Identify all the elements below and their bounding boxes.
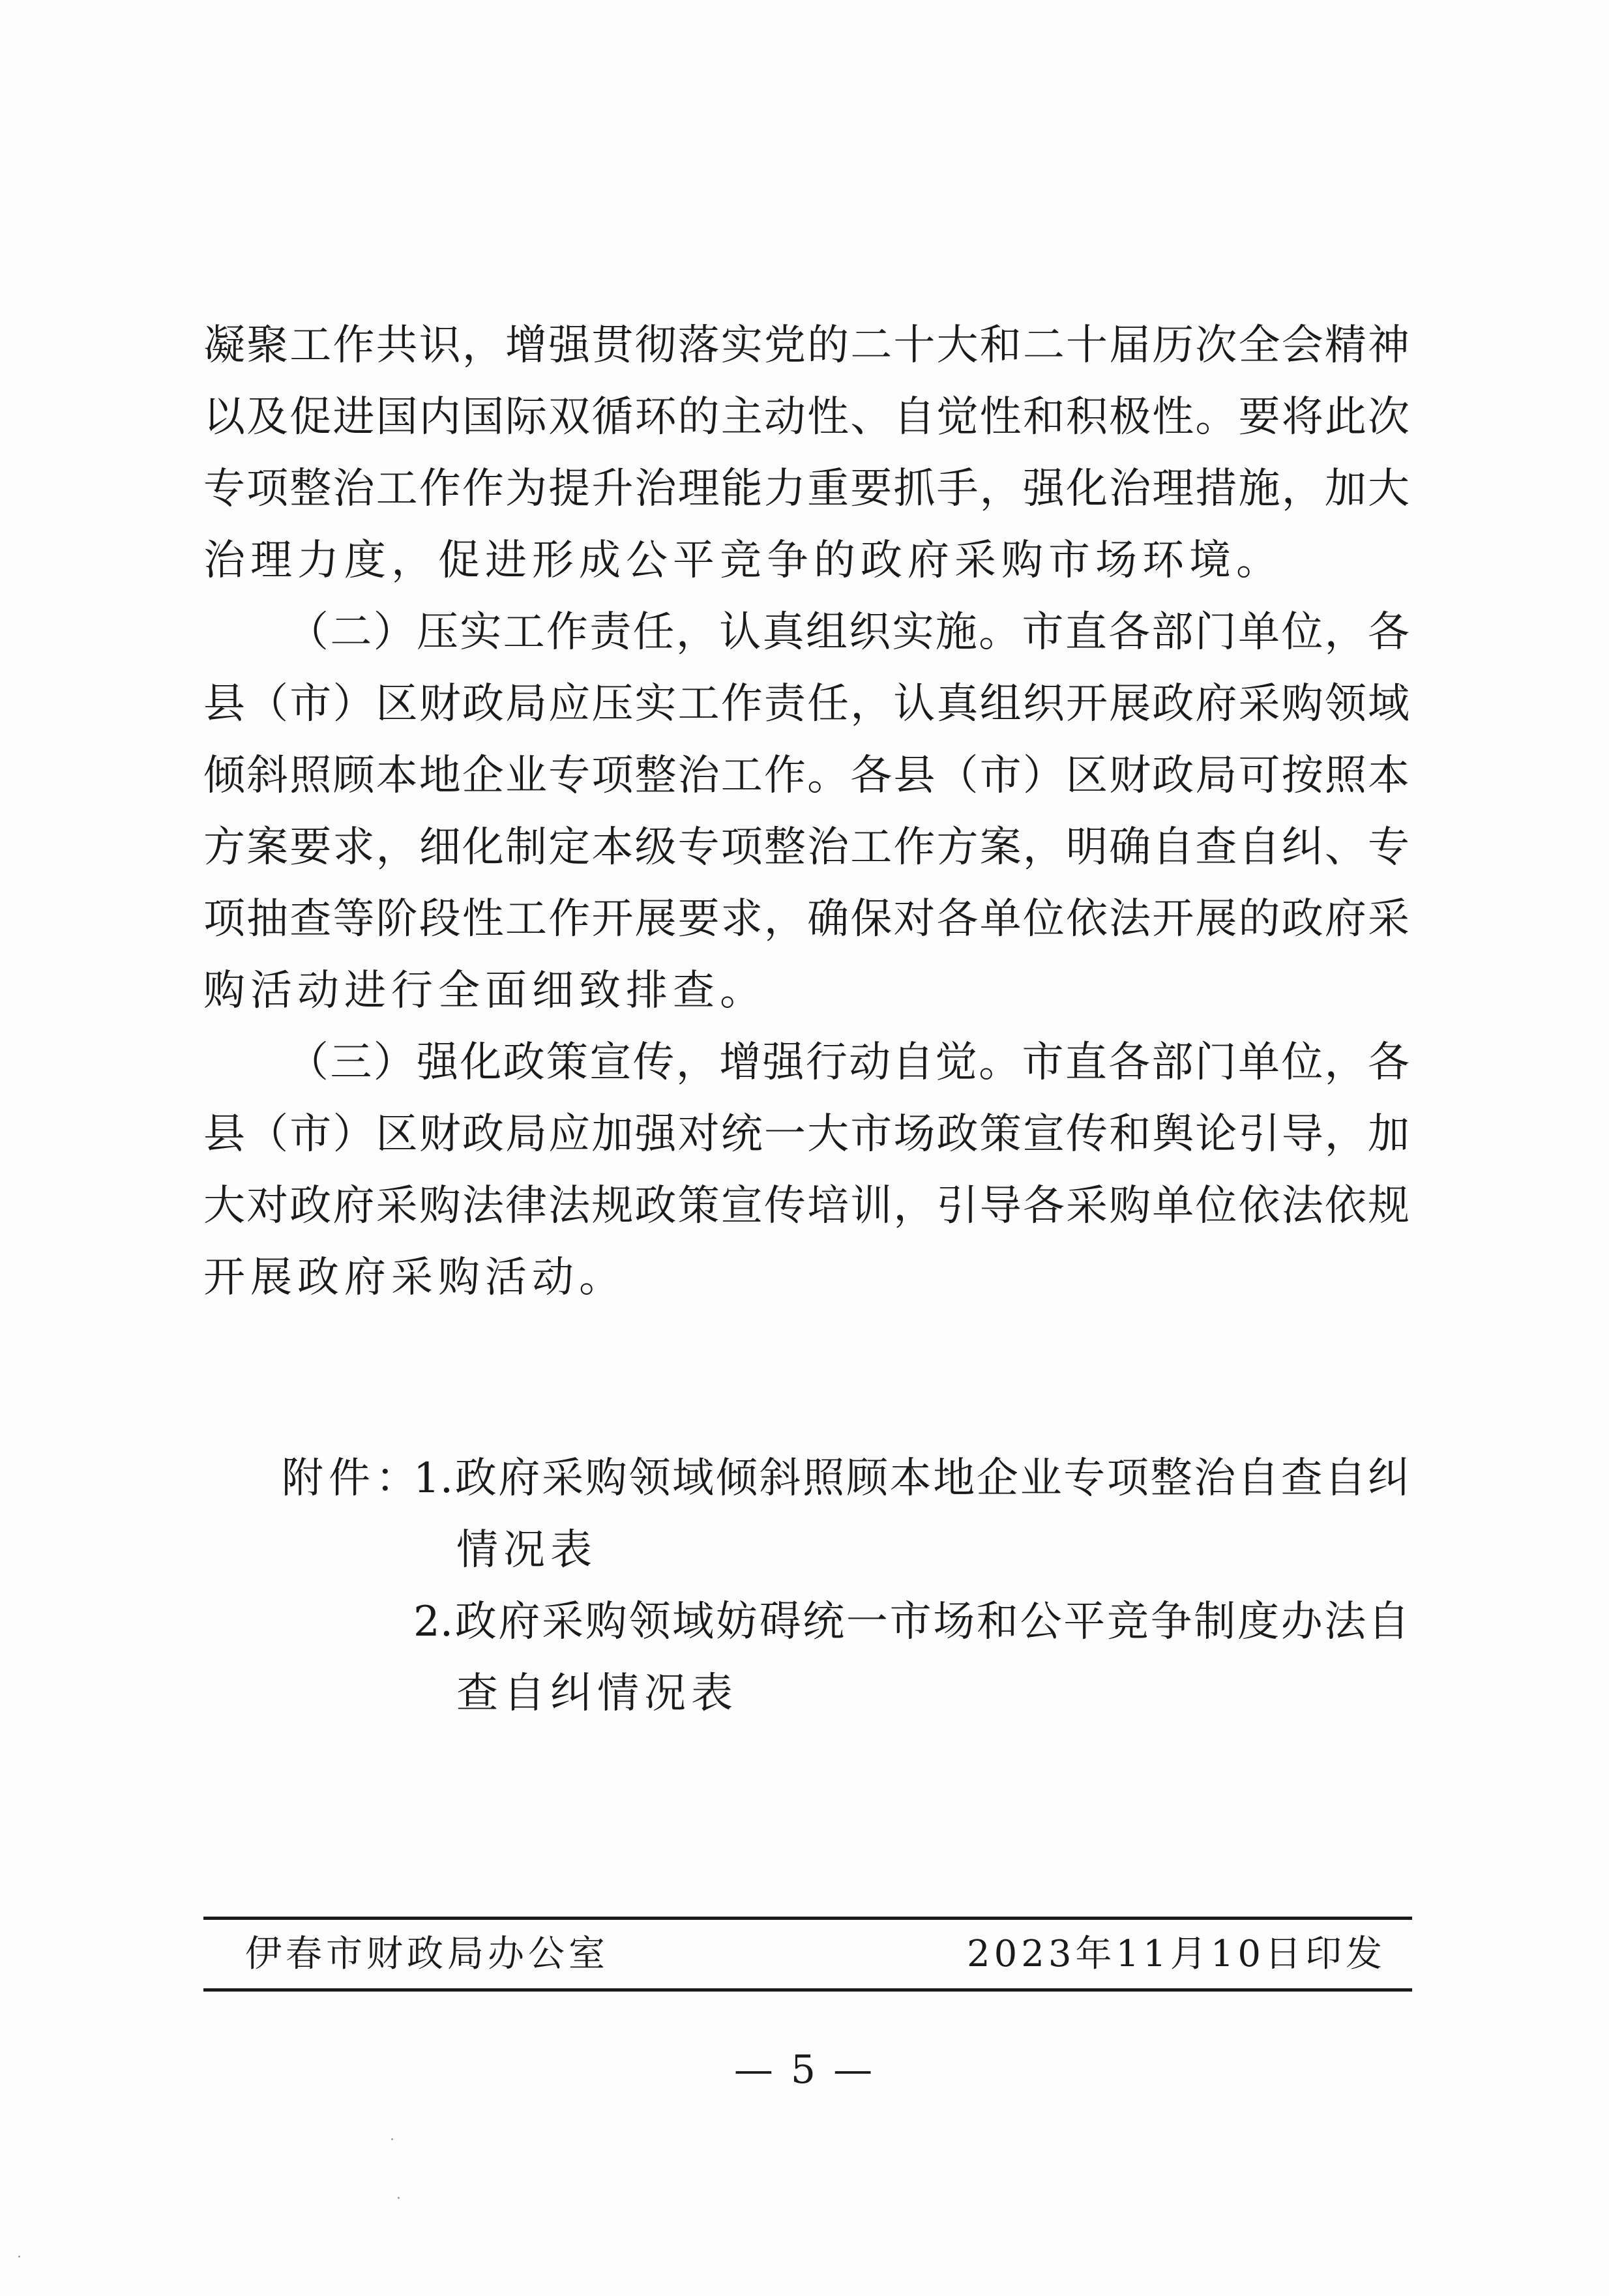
page-number: — 5 — xyxy=(733,2047,876,2093)
paragraph-heading-2: （二）压实工作责任，认真组织实施。市直各部门单位，各 xyxy=(287,608,1410,656)
body-line: 方案要求，细化制定本级专项整治工作方案，明确自查自纠、专 xyxy=(203,823,1410,872)
scan-speck xyxy=(398,2197,400,2199)
footer-top-rule xyxy=(203,1917,1412,1920)
body-line: 凝聚工作共识，增强贯彻落实党的二十大和二十届历次全会精神 xyxy=(203,321,1410,370)
scan-speck xyxy=(391,2138,393,2140)
attachment-item-1: 1.政府采购领域倾斜照顾本地企业专项整治自查自纠 xyxy=(413,1454,1410,1503)
attachments-label: 附件： xyxy=(282,1454,422,1503)
attachment-item-2: 2.政府采购领域妨碍统一市场和公平竞争制度办法自 xyxy=(413,1598,1410,1646)
body-line: 以及促进国内国际双循环的主动性、自觉性和积极性。要将此次 xyxy=(203,393,1410,441)
body-line: 县（市）区财政局应加强对统一大市场政策宣传和舆论引导，加 xyxy=(203,1110,1410,1158)
body-line: 购活动进行全面细致排查。 xyxy=(203,967,767,1015)
body-line: 大对政府采购法律法规政策宣传培训，引导各采购单位依法依规 xyxy=(203,1182,1410,1230)
footer-issuer: 伊春市财政局办公室 xyxy=(245,1933,609,1975)
body-line: 开展政府采购活动。 xyxy=(203,1254,626,1302)
footer-bottom-rule xyxy=(203,1988,1412,1992)
body-line: 倾斜照顾本地企业专项整治工作。各县（市）区财政局可按照本 xyxy=(203,752,1410,800)
attachment-item-1-continued: 情况表 xyxy=(456,1526,597,1574)
body-line: 专项整治工作作为提升治理能力重要抓手，强化治理措施，加大 xyxy=(203,465,1410,513)
body-line: 治理力度，促进形成公平竞争的政府采购市场环境。 xyxy=(203,537,1283,585)
scan-speck xyxy=(18,2256,20,2258)
paragraph-heading-3: （三）强化政策宣传，增强行动自觉。市直各部门单位，各 xyxy=(287,1038,1410,1087)
attachment-item-2-continued: 查自纠情况表 xyxy=(456,1670,738,1718)
footer-print-date: 2023年11月10日印发 xyxy=(966,1933,1386,1975)
body-line: 县（市）区财政局应压实工作责任，认真组织开展政府采购领域 xyxy=(203,680,1410,728)
body-line: 项抽查等阶段性工作开展要求，确保对各单位依法开展的政府采 xyxy=(203,895,1410,943)
